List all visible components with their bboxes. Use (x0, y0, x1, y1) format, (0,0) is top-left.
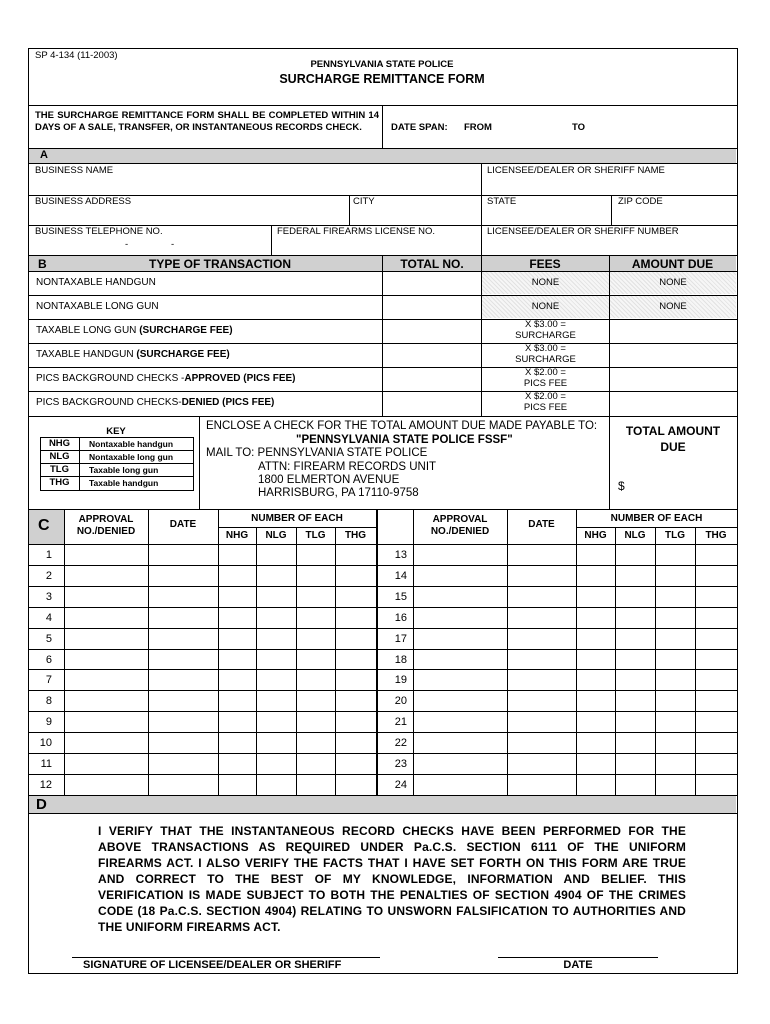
table-cell[interactable] (65, 629, 148, 648)
section-b-letter: B (38, 257, 47, 271)
total-no-header: TOTAL NO. (400, 257, 464, 271)
table-cell[interactable] (149, 587, 218, 606)
table-cell[interactable] (257, 629, 296, 648)
section-d-bar (29, 796, 736, 813)
zip-code-field[interactable] (618, 208, 732, 224)
table-cell[interactable] (219, 566, 256, 585)
row-number: 4 (45, 612, 52, 624)
table-cell[interactable] (65, 691, 148, 710)
section-c-letter: C (38, 517, 50, 534)
table-cell[interactable] (656, 754, 695, 773)
state-label: STATE (487, 196, 517, 207)
table-cell[interactable] (336, 650, 376, 669)
number-of-each-right: NUMBER OF EACH (610, 513, 703, 524)
table-cell[interactable] (257, 775, 296, 794)
date-span-label: DATE SPAN: (391, 122, 448, 133)
key-title: KEY (106, 426, 126, 437)
row-pics-denied-label: PICS BACKGROUND CHECKS-DENIED (PICS FEE) (36, 397, 275, 408)
row-number: 19 (394, 674, 407, 686)
code-nlg-right: NLG (624, 530, 646, 541)
row-number: 7 (45, 674, 52, 686)
licensee-name-field[interactable] (487, 177, 732, 193)
payee-name: "PENNSYLVANIA STATE POLICE FSSF" (296, 434, 513, 446)
table-cell[interactable] (508, 712, 576, 731)
from-date-field[interactable] (494, 118, 564, 134)
code-thg-right: THG (705, 530, 727, 541)
table-cell[interactable] (508, 629, 576, 648)
type-of-transaction-header: TYPE OF TRANSACTION (148, 257, 291, 271)
fee-taxable-handgun: X $3.00 = SURCHARGE (515, 343, 576, 365)
table-cell[interactable] (65, 712, 148, 731)
table-cell[interactable] (414, 608, 507, 627)
number-of-each-left: NUMBER OF EACH (251, 513, 343, 524)
table-cell[interactable] (297, 712, 335, 731)
row-number: 11 (40, 758, 52, 770)
table-cell[interactable] (149, 670, 218, 689)
fee-pics-approved: X $2.00 = PICS FEE (523, 367, 568, 389)
fee-taxable-long-gun: X $3.00 = SURCHARGE (515, 319, 576, 341)
dollar-sign: $ (618, 479, 625, 493)
table-cell[interactable] (149, 691, 218, 710)
table-cell[interactable] (65, 545, 148, 564)
row-taxable-long-gun-label: TAXABLE LONG GUN (SURCHARGE FEE) (36, 325, 233, 336)
row-nontaxable-long-gun-label: NONTAXABLE LONG GUN (36, 301, 159, 312)
table-cell[interactable] (616, 545, 655, 564)
agency-name: PENNSYLVANIA STATE POLICE (310, 59, 454, 70)
amount-due-header: AMOUNT DUE (631, 257, 714, 271)
table-cell[interactable] (297, 629, 335, 648)
table-cell[interactable] (219, 650, 256, 669)
table-cell[interactable] (257, 691, 296, 710)
key-desc-nlg: Nontaxable long gun (89, 452, 174, 462)
table-cell[interactable] (696, 754, 736, 773)
key-code-tlg: TLG (50, 464, 69, 475)
table-cell[interactable] (219, 545, 256, 564)
row-number: 13 (394, 549, 407, 561)
table-cell[interactable] (297, 670, 335, 689)
business-address-label: BUSINESS ADDRESS (35, 196, 132, 207)
code-nhg-right: NHG (584, 530, 607, 541)
table-cell[interactable] (297, 545, 335, 564)
table-cell[interactable] (65, 754, 148, 773)
table-cell[interactable] (336, 608, 376, 627)
table-cell[interactable] (336, 629, 376, 648)
total-nontaxable-long-gun-field[interactable] (386, 300, 478, 316)
table-cell[interactable] (616, 775, 655, 794)
table-cell[interactable] (65, 733, 148, 752)
row-number: 23 (394, 758, 407, 770)
table-cell[interactable] (656, 566, 695, 585)
table-cell[interactable] (257, 712, 296, 731)
table-cell[interactable] (508, 733, 576, 752)
table-cell[interactable] (508, 775, 576, 794)
key-desc-tlg: Taxable long gun (89, 465, 159, 475)
table-cell[interactable] (616, 566, 655, 585)
section-a-letter: A (40, 149, 48, 161)
table-cell[interactable] (414, 775, 507, 794)
business-address-field[interactable] (35, 208, 345, 224)
table-cell[interactable] (577, 587, 615, 606)
table-cell[interactable] (336, 733, 376, 752)
signature-date-field[interactable] (498, 938, 658, 956)
total-taxable-long-gun-field[interactable] (386, 324, 478, 340)
table-cell[interactable] (577, 608, 615, 627)
code-nlg-left: NLG (265, 530, 287, 541)
amount-nontaxable-handgun: NONE (659, 277, 687, 288)
row-number: 1 (45, 549, 52, 561)
mail-address-attn: ATTN: FIREARM RECORDS UNIT (258, 461, 437, 473)
table-cell[interactable] (257, 670, 296, 689)
table-cell[interactable] (414, 754, 507, 773)
row-number: 15 (394, 591, 407, 603)
total-nontaxable-handgun-field[interactable] (386, 276, 478, 292)
fees-header: FEES (529, 257, 561, 271)
table-cell[interactable] (336, 587, 376, 606)
table-cell[interactable] (414, 691, 507, 710)
table-cell[interactable] (696, 587, 736, 606)
fee-pics-denied: X $2.00 = PICS FEE (523, 391, 568, 413)
table-cell[interactable] (219, 629, 256, 648)
table-cell[interactable] (696, 733, 736, 752)
code-tlg-right: TLG (665, 530, 685, 541)
key-code-thg: THG (49, 477, 70, 488)
amount-pics-approved-field[interactable] (614, 372, 732, 388)
row-number: 14 (394, 570, 407, 582)
table-cell[interactable] (696, 775, 736, 794)
table-cell[interactable] (508, 545, 576, 564)
table-cell[interactable] (219, 733, 256, 752)
table-cell[interactable] (696, 545, 736, 564)
row-nontaxable-handgun-label: NONTAXABLE HANDGUN (36, 277, 156, 288)
table-cell[interactable] (577, 775, 615, 794)
row-number: 5 (45, 633, 52, 645)
table-cell[interactable] (577, 629, 615, 648)
row-number: 10 (39, 737, 52, 749)
table-cell[interactable] (257, 566, 296, 585)
table-cell[interactable] (696, 629, 736, 648)
table-cell[interactable] (696, 691, 736, 710)
table-cell[interactable] (696, 608, 736, 627)
approval-header-right: APPROVAL NO./DENIED (430, 514, 490, 537)
row-taxable-handgun-label: TAXABLE HANDGUN (SURCHARGE FEE) (36, 349, 230, 360)
row-number: 21 (394, 716, 407, 728)
table-cell[interactable] (696, 712, 736, 731)
row-number: 2 (45, 570, 52, 582)
table-cell[interactable] (257, 733, 296, 752)
date-header-right: DATE (528, 519, 555, 530)
table-cell[interactable] (656, 775, 695, 794)
amount-pics-denied-field[interactable] (614, 396, 732, 412)
table-cell[interactable] (297, 733, 335, 752)
signature-label: SIGNATURE OF LICENSEE/DEALER OR SHERIFF (83, 959, 342, 971)
section-d-letter: D (36, 796, 47, 813)
table-cell[interactable] (414, 670, 507, 689)
certification-statement: I VERIFY THAT THE INSTANTANEOUS RECORD CHECKS HAVE BEEN PERFORMED FOR THE ABOVE TRANSACTIONS AS REQUIRED UNDER Pa.C.S. SECTION 6111 OF THE UNIFORM FIREARMS ACT. I ALSO VERIFY THE FACTS THAT I HAVE SET FORTH ON THIS FORM ARE TRUE AND CORRECT TO THE BEST OF MY KNOWLEDGE, INFORMATION AND BELIEF. THIS VERIFICATION IS MADE SUBJECT TO BOTH THE PENALTIES OF SECTION 4904 OF THE CRIMES CODE (18 Pa.C.S. SECTION 4904) RELATING TO UNSWORN FALSIFICATION TO AUTHORITIES AND THE UNIFORM FIREARMS ACT. (98, 824, 686, 934)
table-cell[interactable] (257, 545, 296, 564)
table-cell[interactable] (297, 608, 335, 627)
row-number: 8 (45, 695, 52, 707)
table-cell[interactable] (508, 691, 576, 710)
mail-address-city: HARRISBURG, PA 17110-9758 (258, 487, 419, 499)
table-cell[interactable] (65, 775, 148, 794)
table-cell[interactable] (656, 670, 695, 689)
table-cell[interactable] (508, 754, 576, 773)
section-a-bar (29, 149, 736, 163)
table-cell[interactable] (149, 775, 218, 794)
table-cell[interactable] (508, 670, 576, 689)
table-cell[interactable] (616, 650, 655, 669)
amount-taxable-long-gun-field[interactable] (614, 324, 732, 340)
table-cell[interactable] (414, 650, 507, 669)
table-cell[interactable] (656, 712, 695, 731)
table-cell[interactable] (149, 566, 218, 585)
signature-date-label: DATE (563, 959, 593, 971)
table-cell[interactable] (616, 670, 655, 689)
enclose-instruction: ENCLOSE A CHECK FOR THE TOTAL AMOUNT DUE MADE PAYABLE TO: (206, 420, 598, 432)
table-cell[interactable] (414, 733, 507, 752)
to-label: TO (572, 122, 586, 133)
table-cell[interactable] (414, 566, 507, 585)
total-amount-label: TOTAL AMOUNT (625, 424, 721, 438)
row-number: 17 (394, 633, 407, 645)
table-cell[interactable] (508, 587, 576, 606)
row-pics-approved-label: PICS BACKGROUND CHECKS -APPROVED (PICS FEE) (36, 373, 296, 384)
business-name-field[interactable] (35, 177, 475, 193)
table-cell[interactable] (577, 650, 615, 669)
form-title: SURCHARGE REMITTANCE FORM (279, 72, 485, 86)
table-cell[interactable] (219, 691, 256, 710)
table-cell[interactable] (297, 566, 335, 585)
table-cell[interactable] (65, 670, 148, 689)
row-number: 9 (45, 716, 52, 728)
table-cell[interactable] (414, 629, 507, 648)
table-cell[interactable] (577, 733, 615, 752)
signature-field[interactable] (72, 938, 380, 956)
completion-notice: THE SURCHARGE REMITTANCE FORM SHALL BE COMPLETED WITHIN 14 DAYS OF A SALE, TRANSFER, OR INSTANTANEOUS RECORDS CHECK. (35, 110, 379, 133)
table-cell[interactable] (414, 712, 507, 731)
table-cell[interactable] (656, 650, 695, 669)
table-cell[interactable] (65, 650, 148, 669)
table-cell[interactable] (577, 712, 615, 731)
row-number: 16 (394, 612, 407, 624)
licensee-number-field[interactable] (487, 237, 732, 253)
table-cell[interactable] (65, 587, 148, 606)
table-cell[interactable] (616, 629, 655, 648)
table-cell[interactable] (219, 608, 256, 627)
table-cell[interactable] (508, 608, 576, 627)
table-cell[interactable] (219, 670, 256, 689)
table-cell[interactable] (696, 650, 736, 669)
table-cell[interactable] (336, 566, 376, 585)
table-cell[interactable] (297, 754, 335, 773)
table-cell[interactable] (257, 587, 296, 606)
table-cell[interactable] (616, 733, 655, 752)
telephone-field[interactable] (35, 237, 267, 253)
table-cell[interactable] (257, 650, 296, 669)
table-cell[interactable] (508, 566, 576, 585)
table-cell[interactable] (149, 608, 218, 627)
table-cell[interactable] (696, 670, 736, 689)
table-cell[interactable] (336, 754, 376, 773)
table-cell[interactable] (656, 733, 695, 752)
table-cell[interactable] (577, 691, 615, 710)
table-cell[interactable] (577, 545, 615, 564)
table-cell[interactable] (219, 754, 256, 773)
fee-nontaxable-long-gun: NONE (531, 301, 560, 312)
code-tlg-left: TLG (305, 530, 326, 541)
row-number: 3 (45, 591, 52, 603)
table-cell[interactable] (616, 587, 655, 606)
from-label: FROM (464, 122, 492, 133)
table-cell[interactable] (616, 608, 655, 627)
total-amount-due-field[interactable] (630, 476, 730, 494)
total-pics-approved-field[interactable] (386, 372, 478, 388)
table-cell[interactable] (65, 608, 148, 627)
code-nhg-left: NHG (225, 530, 249, 541)
table-cell[interactable] (297, 775, 335, 794)
date-header-left: DATE (169, 519, 197, 530)
table-cell[interactable] (336, 545, 376, 564)
table-cell[interactable] (616, 691, 655, 710)
city-label: CITY (353, 196, 375, 207)
amount-nontaxable-long-gun: NONE (659, 301, 687, 312)
row-number: 6 (45, 654, 52, 666)
table-cell[interactable] (616, 712, 655, 731)
mail-address-street: 1800 ELMERTON AVENUE (258, 474, 400, 486)
table-cell[interactable] (577, 566, 615, 585)
table-cell[interactable] (149, 629, 218, 648)
fee-nontaxable-handgun: NONE (531, 277, 560, 288)
telephone-label: BUSINESS TELEPHONE NO. (35, 226, 163, 237)
code-thg-left: THG (344, 530, 367, 541)
total-taxable-handgun-field[interactable] (386, 348, 478, 364)
table-cell[interactable] (656, 629, 695, 648)
key-desc-nhg: Nontaxable handgun (89, 439, 174, 449)
table-cell[interactable] (414, 545, 507, 564)
table-cell[interactable] (508, 650, 576, 669)
key-desc-thg: Taxable handgun (89, 478, 159, 488)
amount-taxable-handgun-field[interactable] (614, 348, 732, 364)
table-cell[interactable] (656, 587, 695, 606)
row-number: 22 (394, 737, 407, 749)
mail-to-line: MAIL TO: PENNSYLVANIA STATE POLICE (206, 447, 428, 459)
licensee-name-label: LICENSEE/DEALER OR SHERIFF NAME (487, 165, 665, 176)
table-cell[interactable] (656, 691, 695, 710)
table-cell[interactable] (257, 608, 296, 627)
key-code-nhg: NHG (48, 438, 71, 449)
table-cell[interactable] (219, 587, 256, 606)
table-cell[interactable] (696, 566, 736, 585)
licensee-number-label: LICENSEE/DEALER OR SHERIFF NUMBER (487, 226, 679, 237)
table-cell[interactable] (297, 650, 335, 669)
table-cell[interactable] (65, 566, 148, 585)
table-cell[interactable] (149, 733, 218, 752)
table-cell[interactable] (257, 754, 296, 773)
approval-header-left: APPROVAL NO./DENIED (76, 514, 136, 537)
table-cell[interactable] (219, 712, 256, 731)
ffl-label: FEDERAL FIREARMS LICENSE NO. (277, 226, 436, 237)
table-cell[interactable] (656, 608, 695, 627)
table-cell[interactable] (297, 587, 335, 606)
table-cell[interactable] (577, 754, 615, 773)
form-number: SP 4-134 (11-2003) (35, 50, 118, 61)
table-cell[interactable] (656, 545, 695, 564)
table-cell[interactable] (219, 775, 256, 794)
row-number: 12 (39, 779, 52, 791)
table-cell[interactable] (336, 670, 376, 689)
row-number: 18 (394, 654, 407, 666)
phone-dash-2: - (171, 239, 175, 250)
business-name-label: BUSINESS NAME (35, 165, 114, 176)
key-code-nlg: NLG (49, 451, 70, 462)
phone-dash-1: - (125, 239, 129, 250)
row-number: 20 (394, 695, 407, 707)
to-date-field[interactable] (592, 118, 722, 134)
table-cell[interactable] (577, 670, 615, 689)
city-field[interactable] (353, 208, 477, 224)
total-pics-denied-field[interactable] (386, 396, 478, 412)
due-label: DUE (660, 440, 686, 454)
row-number: 24 (394, 779, 407, 791)
table-cell[interactable] (336, 775, 376, 794)
state-field[interactable] (487, 208, 607, 224)
table-cell[interactable] (149, 650, 218, 669)
table-cell[interactable] (149, 545, 218, 564)
table-cell[interactable] (149, 754, 218, 773)
table-cell[interactable] (297, 691, 335, 710)
zip-code-label: ZIP CODE (618, 196, 663, 207)
table-cell[interactable] (149, 712, 218, 731)
table-cell[interactable] (336, 691, 376, 710)
table-cell[interactable] (336, 712, 376, 731)
table-cell[interactable] (616, 754, 655, 773)
table-cell[interactable] (414, 587, 507, 606)
ffl-field[interactable] (277, 237, 477, 253)
